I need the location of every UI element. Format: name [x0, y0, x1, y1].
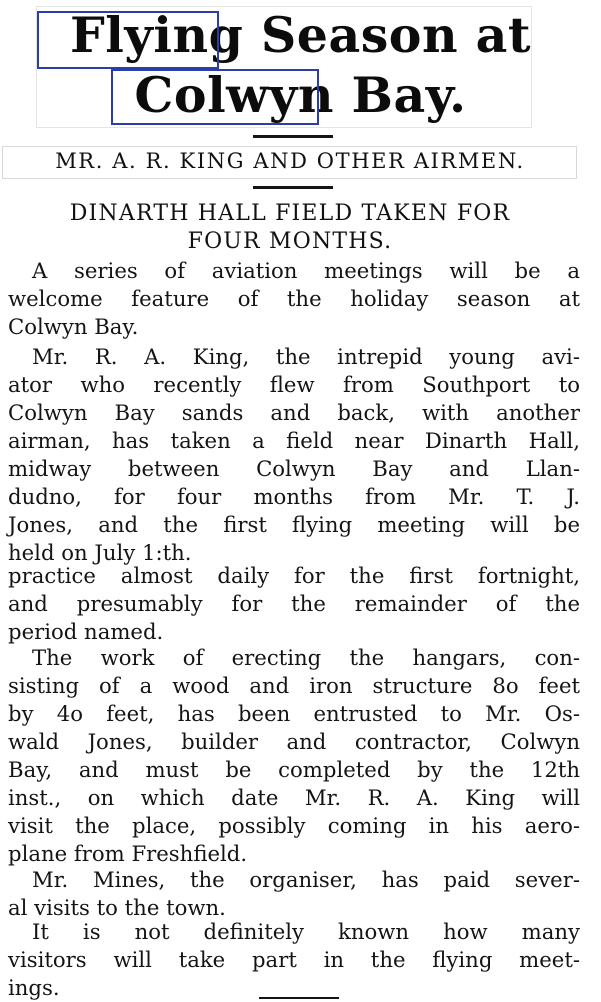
article-line: ings.: [8, 975, 60, 1000]
article-line: dudno, for four months from Mr. T. J.: [8, 484, 580, 509]
article-line: held on July 1:th.: [8, 540, 192, 565]
word-highlight-box: [37, 11, 219, 69]
article-line: Colwyn Bay sands and back, with another: [8, 400, 580, 425]
article-line: Mr. Mines, the organiser, has paid sever-: [32, 867, 580, 892]
divider-rule: [259, 997, 339, 999]
article-line: sisting of a wood and iron structure 8o feet: [8, 673, 580, 698]
article-line: midway between Colwyn Bay and Llan-: [8, 456, 580, 481]
word-highlight-box: [111, 69, 319, 125]
article-line: airman, has taken a field near Dinarth Hall,: [8, 428, 580, 453]
article-line: ator who recently flew from Southport to: [8, 372, 580, 397]
article-line: welcome feature of the holiday season at: [8, 286, 580, 311]
divider-rule: [253, 186, 333, 189]
headline-line-1: Flying Season at: [69, 6, 532, 64]
article-line: wald Jones, builder and contractor, Colwyn: [8, 729, 580, 754]
article-line: The work of erecting the hangars, con-: [32, 645, 580, 670]
article-line: Bay, and must be completed by the 12th: [8, 757, 580, 782]
article-line: period named.: [8, 619, 164, 644]
subheading: MR. A. R. KING AND OTHER AIRMEN.: [55, 149, 525, 173]
article-line: It is not definitely known how many: [32, 919, 580, 944]
article-line: visit the place, possibly coming in his aero-: [8, 813, 580, 838]
divider-rule: [253, 135, 333, 138]
article-line: plane from Freshfield.: [8, 841, 248, 866]
article-line: Jones, and the first flying meeting will be: [8, 512, 580, 537]
article-line: and presumably for the remainder of the: [8, 591, 580, 616]
headline-line-2: Colwyn Bay.: [134, 66, 467, 124]
article-line: by 4o feet, has been entrusted to Mr. Os-: [8, 701, 580, 726]
article-line: practice almost daily for the first fortnight,: [8, 563, 580, 588]
article-line: visitors will take part in the flying meet-: [8, 947, 580, 972]
article-line: Colwyn Bay.: [8, 314, 139, 339]
deck-line-1: DINARTH HALL FIELD TAKEN FOR: [69, 201, 511, 226]
article-line: A series of aviation meetings will be a: [32, 258, 580, 283]
article-line: al visits to the town.: [8, 895, 226, 920]
deck-line-2: FOUR MONTHS.: [187, 229, 393, 254]
article-line: Mr. R. A. King, the intrepid young avi-: [32, 344, 580, 369]
article-line: inst., on which date Mr. R. A. King will: [8, 785, 580, 810]
